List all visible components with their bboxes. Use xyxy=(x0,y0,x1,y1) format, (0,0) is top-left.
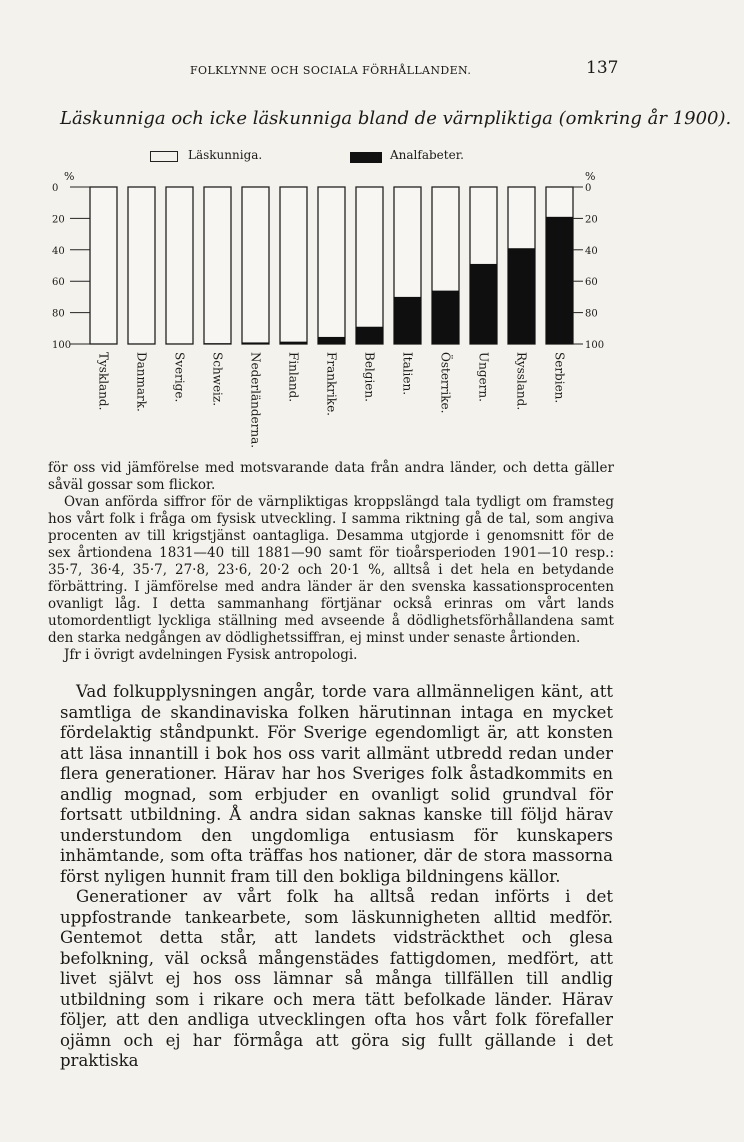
y-tick-label-right: 40 xyxy=(585,245,598,257)
x-tick-label: Italien. xyxy=(400,352,415,396)
small-paragraph-3: Jfr i övrigt avdelningen Fysisk antropologi. xyxy=(64,647,358,663)
legend-swatch-literate xyxy=(150,151,178,162)
bar-illiterate xyxy=(546,217,573,344)
main-paragraph-1: Vad folkupplysningen angår, torde vara allmänneligen känt, att samtliga de skandinaviska folken härutinnan intaga en mycket fördelaktig ståndpunkt. För Sverige egendomligt är, att konsten att läsa innantill i bok hos oss varit allmänt utbredd redan under flera generationer. Härav har hos Sveriges folk åstadkommits en andlig mognad, som erbjuder en ovanligt solid grundval för fortsatt utbildning. Å andra sidan saknas kanske till följd härav understundom den ungdomliga entusiasm för kunskapers inhämtande, som ofta träffas hos nationer, där de stora massorna först nyligen hunnit fram till den bokliga bildningens källor. xyxy=(60,682,613,886)
bar-literate xyxy=(90,187,117,344)
bar-illiterate xyxy=(432,291,459,344)
bar-illiterate xyxy=(204,343,231,344)
x-tick-label: Nederländerna. xyxy=(248,352,263,449)
page-number: 137 xyxy=(586,58,619,78)
bar-illiterate xyxy=(508,248,535,344)
legend-swatch-illiterate xyxy=(350,152,382,163)
y-unit-label-right: % xyxy=(585,170,596,183)
y-tick-label-left: 80 xyxy=(52,308,65,320)
bar-literate xyxy=(166,187,193,344)
legend-label-literate: Läskunniga. xyxy=(188,148,263,162)
running-header: FOLKLYNNE OCH SOCIALA FÖRHÅLLANDEN. xyxy=(190,64,472,77)
small-text-block xyxy=(48,460,614,664)
literacy-bar-chart xyxy=(52,170,612,450)
x-tick-label: Frankrike. xyxy=(324,352,339,416)
legend-label-illiterate: Analfabeter. xyxy=(390,148,464,162)
y-tick-label-left: 40 xyxy=(52,245,65,257)
figure-caption: Läskunniga och icke läskunniga bland de värnpliktiga (omkring år 1900). xyxy=(60,108,732,129)
bar-literate xyxy=(204,187,231,344)
small-paragraph-2: Ovan anförda siffror för de värnpliktigas kroppslängd tala tydligt om framsteg hos vårt folk i fråga om fysisk utveckling. I samma riktning gå de tal, som angiva procenten av till krigstjänst oantagliga. Desamma utgjorde i genomsnitt för de sex årtiondena 1831—40 till 1881—90 samt för tioårsperioden 1901—10 resp.: 35·7, 36·4, 35·7, 27·8, 23·6, 20·2 och 20·1 %, alltså i det hela en betydande förbättring. I jämförelse med andra länder är den svenska kassationsprocenten ovanligt låg. I detta sammanhang förtjänar också erinras om vårt lands utomordentligt lyckliga ställning med avseende å dödlighetsförhållandena samt den starka nedgången av dödlighetssiffran, ej minst under senaste årtionden. xyxy=(48,494,614,646)
y-tick-label-left: 60 xyxy=(52,277,65,289)
y-tick-label-left: 0 xyxy=(52,183,59,194)
y-tick-label-left: 20 xyxy=(52,214,65,226)
bar-literate xyxy=(128,187,155,344)
bar-literate xyxy=(280,187,307,344)
bar-literate xyxy=(356,187,383,344)
y-tick-label-left: 100 xyxy=(52,340,72,351)
bar-literate xyxy=(242,187,269,344)
bar-illiterate xyxy=(280,342,307,344)
y-tick-label-right: 60 xyxy=(585,277,598,289)
y-tick-label-right: 20 xyxy=(585,214,598,226)
bar-illiterate xyxy=(318,337,345,344)
x-tick-label: Serbien. xyxy=(552,352,567,404)
y-tick-label-right: 0 xyxy=(585,183,592,194)
x-tick-label: Sverige. xyxy=(172,352,187,403)
y-tick-label-right: 100 xyxy=(585,340,605,351)
x-tick-label: Danmark. xyxy=(134,352,149,412)
x-tick-label: Tyskland. xyxy=(96,352,111,411)
x-tick-label: Finland. xyxy=(286,352,301,403)
bar-literate xyxy=(318,187,345,344)
bar-illiterate xyxy=(470,264,497,344)
main-paragraph-2: Generationer av vårt folk ha alltså redan införts i det uppfostrande tankearbete, som läskunnigheten alltid medför. Gentemot detta står, att landets vidsträckthet och glesa befolkning, väl också mångenstädes fattigdomen, medfört, att livet självt ej hos oss lämnar så många tillfällen till andlig utbildning som i rikare och mera tätt befolkade länder. Härav följer, att den andliga utvecklingen ofta hos vårt folk förefaller ojämn och ej har förmåga att göra sig fullt gällande i det praktiska xyxy=(60,887,613,1070)
x-tick-label: Ungern. xyxy=(476,352,491,402)
y-tick-label-right: 80 xyxy=(585,308,598,320)
x-tick-label: Belgien. xyxy=(362,352,377,402)
bar-illiterate xyxy=(242,342,269,344)
x-tick-label: Österrike. xyxy=(438,352,453,414)
bar-illiterate xyxy=(356,327,383,344)
main-text-block xyxy=(60,682,613,1072)
y-unit-label-left: % xyxy=(64,170,75,183)
x-tick-label: Ryssland. xyxy=(514,352,529,411)
bar-illiterate xyxy=(394,297,421,344)
x-tick-label: Schweiz. xyxy=(210,352,225,407)
small-paragraph-1: för oss vid jämförelse med motsvarande data från andra länder, och detta gäller såväl gossar som flickor. xyxy=(48,460,614,493)
